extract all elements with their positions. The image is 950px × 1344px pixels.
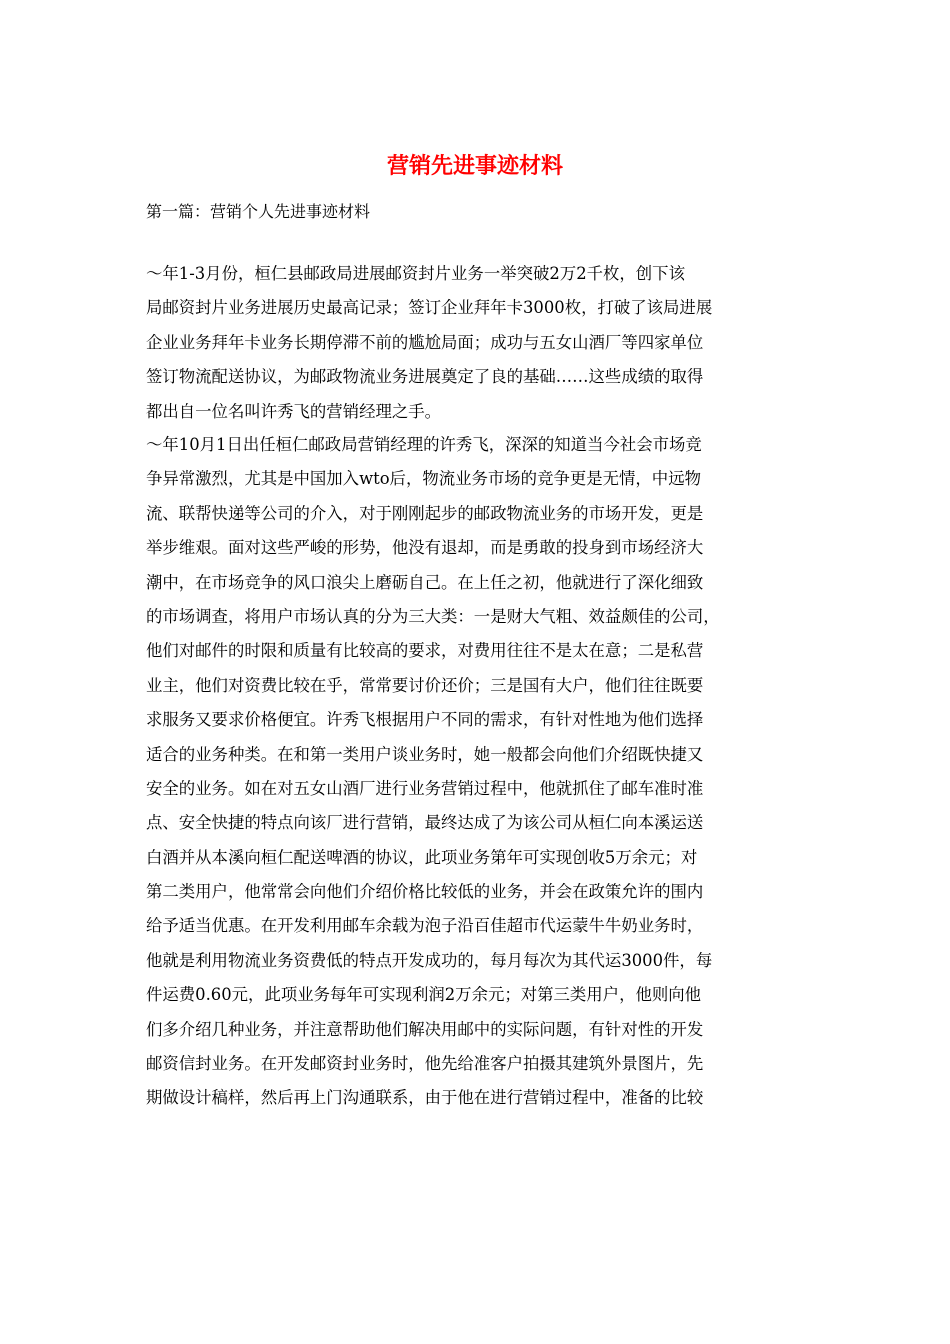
paragraph-line: 局邮资封片业务进展历史最高记录；签订企业拜年卡3000枚，打破了该局进展 xyxy=(146,298,713,318)
paragraph-line: 他们对邮件的时限和质量有比较高的要求，对费用往往不是太在意；二是私营 xyxy=(146,641,704,661)
paragraph-line: 期做设计稿样，然后再上门沟通联系，由于他在进行营销过程中，准备的比较 xyxy=(146,1088,704,1108)
paragraph-line: 们多介绍几种业务，并注意帮助他们解决用邮中的实际问题，有针对性的开发 xyxy=(146,1019,704,1039)
paragraph-line: 业主，他们对资费比较在乎，常常要讨价还价；三是国有大户，他们往往既要 xyxy=(146,675,704,695)
paragraph-line: 第二类用户，他常常会向他们介绍价格比较低的业务，并会在政策允许的围内 xyxy=(146,882,704,902)
paragraph-line: 企业业务拜年卡业务长期停滞不前的尴尬局面；成功与五女山酒厂等四家单位 xyxy=(146,332,704,352)
paragraph-line: 都出自一位名叫许秀飞的营销经理之手。 xyxy=(146,401,442,421)
document-subtitle: 第一篇：营销个人先进事迹材料 xyxy=(146,202,371,221)
paragraph-line: ～年10月1日出任桓仁邮政局营销经理的许秀飞，深深的知道当今社会市场竞 xyxy=(146,435,702,454)
paragraph-line: 签订物流配送协议，为邮政物流业务进展奠定了良的基础……这些成绩的取得 xyxy=(146,367,704,387)
paragraph-line: 潮中，在市场竞争的风口浪尖上磨砺自己。在上任之初，他就进行了深化细致 xyxy=(146,572,704,592)
paragraph-line: 他就是利用物流业务资费低的特点开发成功的，每月每次为其代运3000件，每 xyxy=(146,950,713,970)
document-title: 营销先进事迹材料 xyxy=(386,153,563,179)
paragraph-1 xyxy=(146,257,806,429)
paragraph-line: 的市场调查，将用户市场认真的分为三大类：一是财大气粗、效益颇佳的公司， xyxy=(146,606,720,626)
paragraph-line: 安全的业务。如在对五女山酒厂进行业务营销过程中，他就抓住了邮车准时准 xyxy=(146,778,704,798)
paragraph-2 xyxy=(146,428,806,1116)
paragraph-line: 流、联帮快递等公司的介入，对于刚刚起步的邮政物流业务的市场开发，更是 xyxy=(146,503,704,523)
paragraph-line: 求服务又要求价格便宜。许秀飞根据用户不同的需求，有针对性地为他们选择 xyxy=(146,710,704,730)
paragraph-line: 邮资信封业务。在开发邮资封业务时，他先给准客户拍摄其建筑外景图片，先 xyxy=(146,1054,704,1074)
paragraph-line: 白酒并从本溪向桓仁配送啤酒的协议，此项业务第年可实现创收5万余元；对 xyxy=(146,847,698,867)
paragraph-line: 点、安全快捷的特点向该厂进行营销，最终达成了为该公司从桓仁向本溪运送 xyxy=(146,813,704,833)
paragraph-line: 适合的业务种类。在和第一类用户谈业务时，她一般都会向他们介绍既快捷又 xyxy=(146,744,704,764)
paragraph-line: 给予适当优惠。在开发利用邮车余载为泡子沿百佳超市代运蒙牛牛奶业务时， xyxy=(146,916,704,936)
paragraph-line: 件运费0.60元，此项业务每年可实现利润2万余元；对第三类用户，他则向他 xyxy=(146,985,702,1005)
paragraph-line: 举步维艰。面对这些严峻的形势，他没有退却，而是勇敢的投身到市场经济大 xyxy=(146,538,704,558)
paragraph-line: ～年1-3月份，桓仁县邮政局进展邮资封片业务一举突破2万2千枚，创下该 xyxy=(146,264,685,283)
paragraph-line: 争异常激烈，尤其是中国加入wto后，物流业务市场的竞争更是无情，中远物 xyxy=(146,469,701,489)
